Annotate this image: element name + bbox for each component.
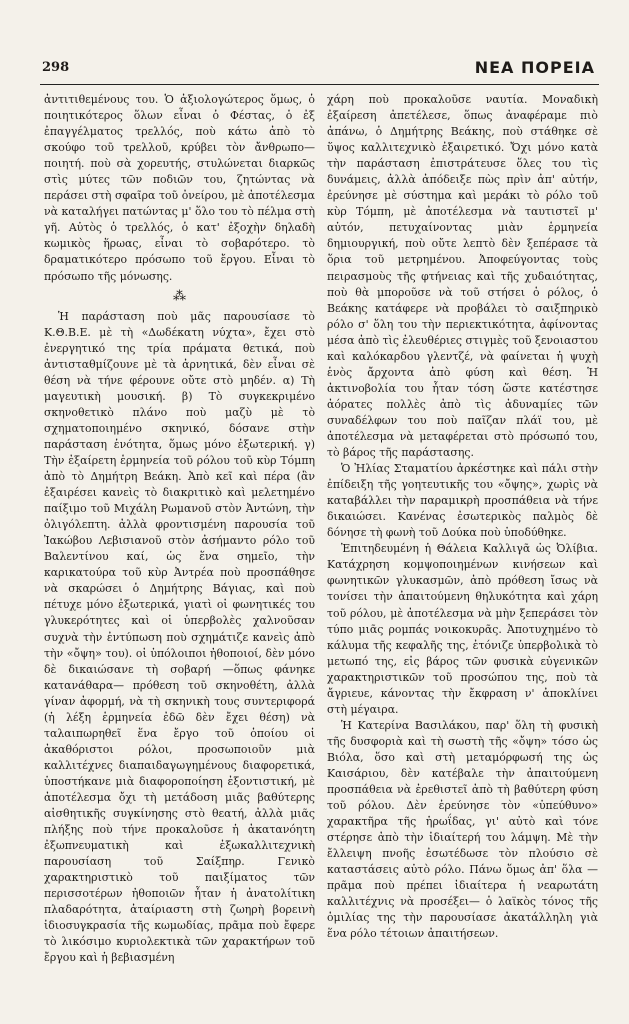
section-ornament: ⁂ — [173, 288, 186, 304]
paragraph: Ἡ παράσταση ποὺ μᾶς παρουσίασε τὸ Κ.Θ.Β.Ε. μὲ τὴ «Δωδέκατη νύχτα», ἔχει στὸ ἐνεργητικό της τρία πράματα θετικά, ποὺ ἀντισταθμίζουνε μὲ τὰ ἀρνητικά, δὲν εἶναι σὲ θέση νὰ τήνε φέρουνε οὔτε στὸ μηδέν. α) Τὴ μαγευτικὴ μουσική. β) Τὸ συγκεκριμένο σκηνοθετικὸ πλάνο ποὺ μαζὺ μὲ τὸ σχηματοποιημένο σκηνικό, δόσανε στὴν παράσταση ἑνότητα, ὅμως μόνο ἐξωτερική. γ) Τὴν ἐξαίρετη ἑρμηνεία τοῦ ρόλου τοῦ κὺρ Τόμπη ἀπὸ τὸ Δημήτρη Βεάκη. Ἀπὸ κεῖ καὶ πέρα (ἂν ἐξαιρέσει κανεὶς τὸ διακριτικὸ καὶ μελετημένο παίξιμο τοῦ Μιχάλη Ρωμανοῦ στὸν Ἀντώνη, τὴν ὀλιγόλεπτη. ἀλλὰ φροντισμένη παρουσία τοῦ Ἰακώβου Λεβισιανοῦ στὸν ἀσήμαντο ρόλο τοῦ Βαλεντίνου καί, ὡς ἕνα σημεῖο, τὴν καρικατούρα τοῦ κὺρ Ἀντρέα ποὺ προσπάθησε νὰ σκαρώσει ὁ Δημήτρης Βάγιας, καὶ ποὺ πέτυχε μόνο ἐξωτερικά, γιατὶ οἱ φωνητικές του γλυκερότητες καὶ οἱ ὑπερβολὲς χαλνοῦσαν συχνὰ τὴν ἐντύπωση ποὺ σχημάτιζε κανεὶς ἀπὸ τὴν «ὄψη» του). οἱ ὑπόλοιποι ἠθοποιοί, δὲν μόνο δὲ δικαιώσανε τὴ σοβαρή —ὅπως φάνηκε κατανάθαρα— πρόθεση τοῦ σκηνοθέτη, ἀλλὰ γίναν ἀφορμή, νὰ τὴ σκηνικὴ τους συντεριφορά (ἡ λέξη ἑρμηνεία ἐδῶ δὲν ἔχει θέση) νὰ ταλαιπωρηθεῖ ἕνα ἔργο τοῦ ὁποίου οἱ ἀκαθόριστοι ρόλοι, προσωποιοῦν μιὰ καλλιτέχνες διαπαιδαγωγημένους διαφορετικά, ὑποστήκανε μιὰ διαφοροποίηση ἐξοντιστική, μὲ ἀποτέλεσμα ὄχι τὴ μετάδοση μιᾶς βαθύτερης αἰσθητικῆς συγκίνησης στὸ θεατή, ἀλλὰ μιᾶς πλήξης ποὺ τήνε προκαλοῦσε ἡ ἀκατανόητη ἐξωπνευματικὴ καὶ ἐξωκαλλιτεχνικὴ παρουσίαση τοῦ Σαίξπηρ. Γενικὸ χαρακτηριστικὸ τοῦ παιξίματος τῶν περισσοτέρων ἠθοποιῶν ἦταν ἡ ἀνατολίτικη πλαδαρότητα, ἀταίριαστη στὴ ζωηρὴ βορεινὴ ἰδιοσυγκρασία τῆς κωμωδίας, πρᾶμα ποὺ ἔφερε τὸ λικόσιμο κυριολεκτικὰ τῶν χαρακτήρων τοῦ ἔργου καὶ ἡ βεβιασμένη — [44, 309, 315, 965]
paragraph: ἀντιτιθεμένους του. Ὁ ἀξιολογώτερος ὅμως, ὁ ποιητικότερος ὅλων εἶναι ὁ Φέστας, ὁ ἐξ ἐπαγγέλματος τρελλός, ποὺ κάτω ἀπὸ τὸ σκούφο τοῦ τρελλοῦ, κρύβει τὸν ἄνθρωπο—ποιητή. ποὺ σὰ χορευτής, στυλώνεται διαρκῶς στὶς μύτες τῶν ποδιῶν του, ζητώντας νὰ περάσει στὴ σφαῖρα τοῦ ὀνείρου, μὲ ἀποτέλεσμα νὰ καταλήγει πατώντας μ' ὅλο του τὸ πέλμα στὴ γῆ. Αὐτὸς ὁ τρελλός, ὁ κατ' ἐξοχὴν δηλαδὴ κωμικὸς ἥρωας, εἶναι τὸ σοβαρότερο. τὸ δραματικότερο πρόσωπο τοῦ ἔργου. Εἶναι τὸ πρόσωπο τῆς μόνωσης. — [44, 93, 315, 283]
text-columns — [44, 92, 599, 966]
paragraph: Ἐπιτηδευμένη ἡ Θάλεια Καλλιγᾶ ὡς Ὀλίβια. Κατάχρηση κομψοποιημένων κινήσεων καὶ φωνητικῶν γλυκασμῶν, ἀπὸ πρόθεση ἴσως νὰ τονίσει τὴν ἀπαιτούμενη θηλυκότητα καὶ χάρη τοῦ ρόλου, μὲ ἀποτέλεσμα νὰ μὴν ξεπεράσει τὸν τύπο μιᾶς ρομπάς νοικοκυρᾶς. Ἀποτυχημένο τὸ κάλυμα τῆς κεφαλῆς της, ἐτόνιζε ὑπερβολικὰ τὸ μετωπό της, εἰς βάρος τῶν φυσικὰ εὐγενικῶν χαρακτηριστικῶν τοῦ προσώπου της, ποὺ τὰ ἄγριευε, κάνοντας τὴν ἔκφραση ν' ἀποκλίνει στὴ μέγαιρα. — [327, 542, 598, 716]
left-column — [44, 92, 315, 966]
paragraph: Ἡ Κατερίνα Βασιλάκου, παρ' ὅλη τὴ φυσικὴ τῆς δυσφοριὰ καὶ τὴ σωστὴ τῆς «ὄψη» τόσο ὡς Βιόλα, ὅσο καὶ στὴ μεταμόρφωσή της ὡς Καισάριου, δὲν κατέβαλε τὴν ἀπαιτούμενη προσπάθεια νὰ ἐρεθιστεῖ ἀπὸ τὴ βαθύτερη φύση τοῦ ρόλου. Δὲν ἐρεύνησε τὸν «ὑπεύθυνο» χαρακτῆρα τῆς ἡρωΐδας, γι' αὐτὸ καὶ τόνε στέρησε ἀπὸ τὴν ἰδιαίτερή του λάμψη. Μὲ τὴν ἔλλειψη πνοῆς ἐσωτέδωσε τὸν πλούσιο σὲ καταστάσεις αὐτὸ ρόλο. Πάνω ὅμως ἀπ' ὅλα —πρᾶμα ποὺ πρέπει ἰδιαίτερα ἡ νεαρωτάτη καλλιτέχνις νὰ προσέξει— ὁ λαϊκὸς τόνος τῆς ὁμιλίας της τὴν παρουσίασε ἀκατάλληλη γιὰ ἕνα ρόλο τέτοιων ἀπαιτήσεων. — [327, 718, 598, 941]
paragraph: Ὁ Ἠλίας Σταματίου ἀρκέστηκε καὶ πάλι στὴν ἐπίδειξη τῆς γοητευτικῆς του «ὄψης», χωρὶς νὰ καταβάλλει τὴν παραμικρὴ προσπάθεια νὰ τήνε δικαιώσει. Κανένας ἐσωτερικὸς παλμὸς δὲ δόνησε τὴ φωνὴ τοῦ Δούκα ποὺ ὑποδύθηκε. — [327, 462, 598, 540]
header-rule — [40, 84, 599, 85]
right-column — [327, 92, 598, 966]
paragraph: χάρη ποὺ προκαλοῦσε ναυτία. Μοναδικὴ ἐξαίρεση ἀπετέλεσε, ὅπως ἀναφέραμε πιὸ ἀπάνω, ὁ Δημήτρης Βεάκης, ποὺ στάθηκε σὲ ὕψος καλλιτεχνικὸ ἐξαιρετικό. Ὄχι μόνο κατὰ τὴν παράσταση ἐπιστράτευσε ὅλες του τὶς δυνάμεις, ἀλλὰ ἀπόδειξε πὼς πρὶν ἀπ' αὐτήν, ἐρεύνησε μὲ σύστημα καὶ μεράκι τὸ ρόλο τοῦ κὺρ Τόμπη, μὲ ἀποτέλεσμα νὰ ταυτιστεῖ μ' αὐτόν, πετυχαίνοντας μιὰν ἑρμηνεία δημιουργική, ποὺ οὔτε λεπτὸ δὲν ξεπέρασε τὰ ὅρια τοῦ μετρημένου. Ἀποφεύγοντας τοὺς πειρασμοὺς τῆς φτήνειας καὶ τῆς χυδαιότητας, ποὺ θὰ μποροῦσε νὰ τοῦ στήσει ὁ ρόλος, ὁ Βεάκης κατάφερε νὰ προβάλει τὸ σαιξπηρικὸ ρόλο σ' ὅλη του τὴν περιεκτικότητα, ἀφίνοντας μέσα ἀπὸ τὶς ἐλευθέριες στιγμὲς τοῦ ξενοιαστου καὶ καλόκαρδου γλεντζέ, νὰ φαίνεται ἡ ψυχὴ ἑνὸς ἄρχοντα ἀπὸ φύση καὶ θέση. Ἡ ἀκτινοβολία του ἦταν τόση ὥστε κατέστησε ἀόρατες πολλὲς ἀπὸ τὶς ἀδυναμίες τῶν συναδέλφων του ποὺ παῖζαν πλάϊ του, μὲ ἀποτέλεσμα νὰ μεταφέρεται στὸ πρόσωπό του, τὸ βάρος τῆς παράστασης. — [327, 93, 598, 460]
page-number: 298 — [42, 60, 70, 75]
running-title: ΝΕΑ ΠΟΡΕΙΑ — [474, 58, 595, 77]
